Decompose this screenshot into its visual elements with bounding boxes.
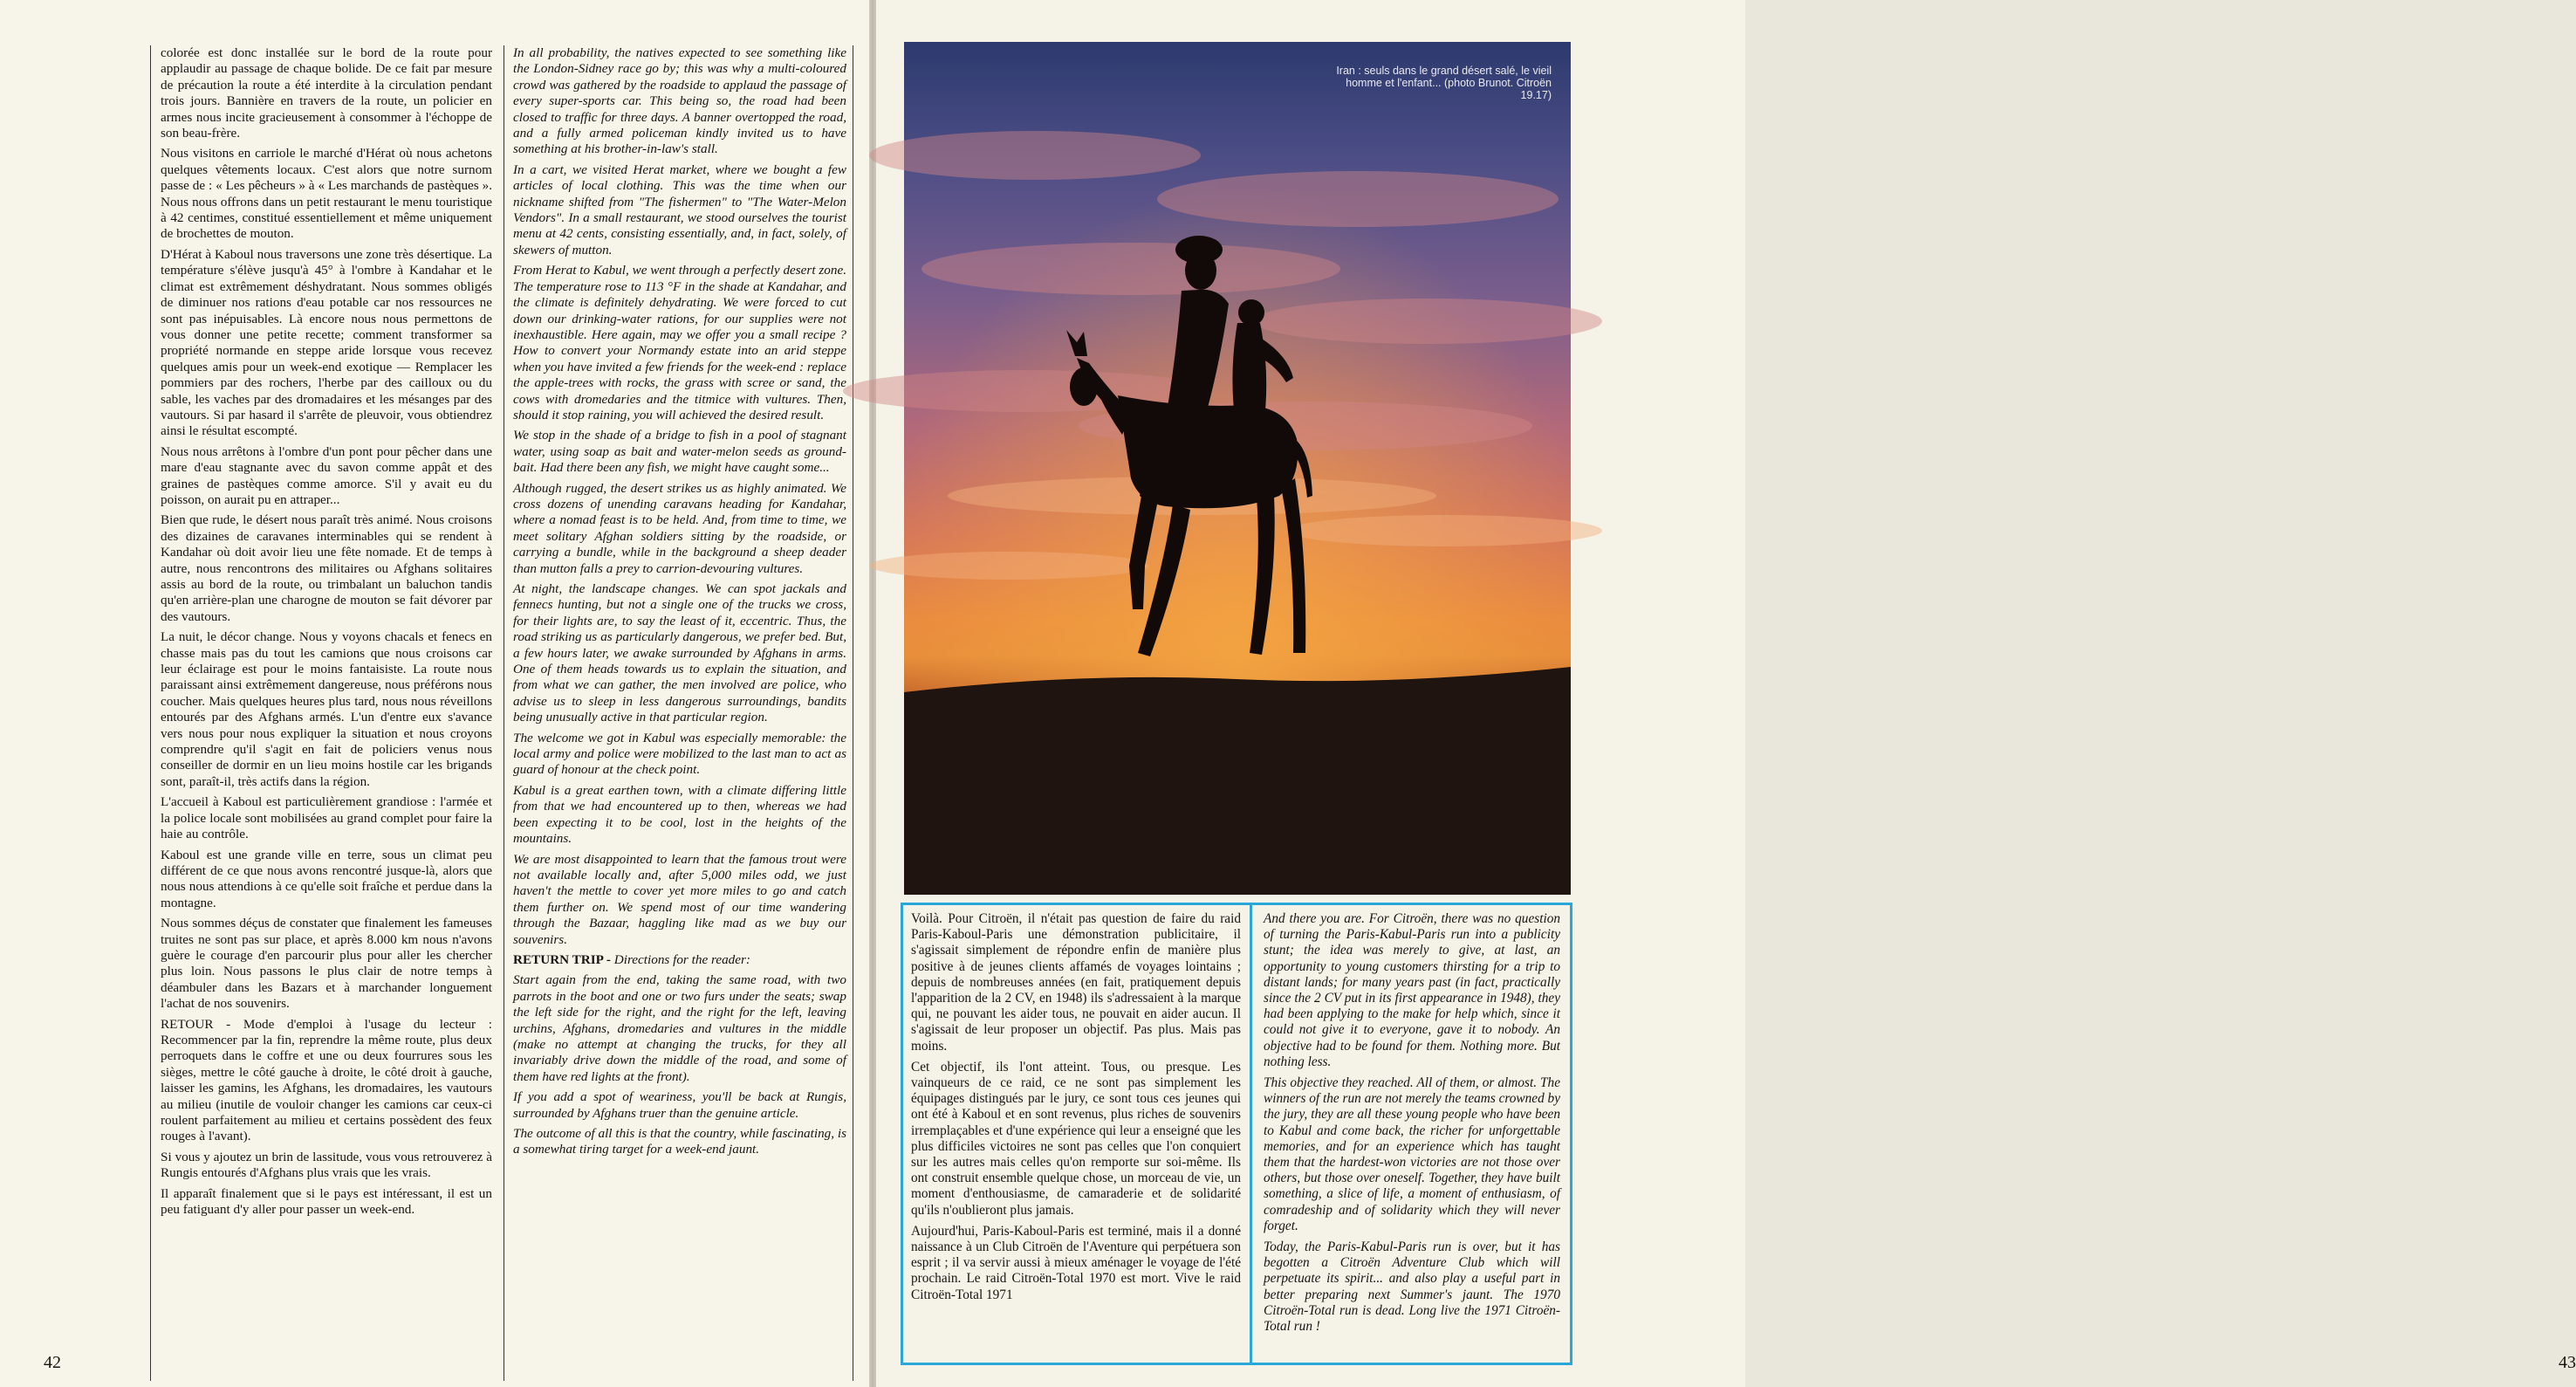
paragraph: The welcome we got in Kabul was especially memorable: the local army and police were mobilized to the last man to act as guard of honour at the check point. <box>513 730 846 778</box>
paragraph: RETOUR - Mode d'emploi à l'usage du lecteur : Recommencer par la fin, reprendre la même route, plus deux perroquets dans le coffre et une ou deux fourrures sous les sièges, mettre le côté gauche à droite, le côté droit à gauche, laisser les gamins, les Afghans, les dromadaires, les vautours au milieu (inutile de vouloir changer les camions car ceux-ci roulent parfaitement au milieu et certains possèdent des feux rouges à l'avant). <box>161 1016 492 1144</box>
sunset-donkey-photo <box>904 42 1571 895</box>
paragraph: Although rugged, the desert strikes us as highly animated. We cross dozens of unending caravans heading for Kandahar, where a nomad feast is to be held. And, from time to time, we meet solitary Afghan soldiers sitting by the roadside, or carrying a bundle, while in the background a sheep deader than mutton falls a prey to carrion-devouring vultures. <box>513 480 846 576</box>
summary-box-divider <box>1250 903 1252 1365</box>
paragraph: La nuit, le décor change. Nous y voyons chacals et fenecs en chasse mais pas du tout les camions que nous croisons car leur éclairage est pour le moins fantaisiste. La route nous paraissant ainsi extrêmement dangereuse, nous préférons nous coucher. Mais quelques heures plus tard, nous nous réveillons entourés par des Afghans armés. L'un d'entre eux s'avance vers nous pour nous expliquer la situation et nous croyons comprendre qu'il s'agit en fait de policiers venus nous conseiller de dormir en un lieu moins hostile car les brigands sont, paraît-il, très actifs dans la région. <box>161 629 492 789</box>
book-gutter <box>869 0 876 1387</box>
photo-illustration <box>904 42 1571 895</box>
paragraph: From Herat to Kabul, we went through a perfectly desert zone. The temperature rose to 113 °F in the shade at Kandahar, and the climate is definitely dehydrating. We were forced to cut down our drinking-water rations, for our supplies were not inexhaustible. Here again, may we offer you a small recipe ? How to convert your Normandy estate into an arid steppe when you have invited a few friends for the week-end : replace the apple-trees with rocks, the grass with scree or sand, the cows with dromedaries and the titmice with vultures. Then, should it stop raining, you will achieved the desired result. <box>513 263 846 422</box>
page-number-right: 43 <box>2559 1353 2576 1372</box>
summary-french-column <box>911 911 1241 1361</box>
page-number-left: 42 <box>44 1353 61 1372</box>
desert-horizon <box>904 667 1571 895</box>
paragraph: Nous sommes déçus de constater que finalement les fameuses truites ne sont pas sur place, et après 8.000 km nous n'avons guère le courage d'en parcourir plus pour aller les chercher plus loin. Nous passons le plus clair de notre temps à déambuler dans les Bazars et à marchander longuement l'achat de nos souvenirs. <box>161 916 492 1012</box>
paragraph: In a cart, we visited Herat market, where we bought a few articles of local clothing. This was the time when our nickname shifted from "The fishermen" to "The Water-Melon Vendors". In a small restaurant, we stood ourselves the tourist menu at 42 cents, consisting essentially, and, in fact, solely, of skewers of mutton. <box>513 161 846 257</box>
paragraph: D'Hérat à Kaboul nous traversons une zone très désertique. La température s'élève jusqu'à 45° à l'ombre à Kandahar et le climat est extrêmement déshydratant. Nous sommes obligés de diminuer nos rations d'eau potable car nos ressources ne sont pas inépuisables. Là encore nous nous permettons de vous donner une petite recette; comment transformer sa propriété normande en steppe aride lorsque vous recevez quelques amis pour un week-end exotique — Remplacer les pommiers par des rochers, l'herbe par des cailloux ou du sable, les vaches par des dromadaires et les mésanges par des vautours. Si par hasard il s'arrête de pleuvoir, vous obtiendrez ainsi le résultat escompté. <box>161 246 492 439</box>
paragraph: Bien que rude, le désert nous paraît très animé. Nous croisons des dizaines de caravanes interminables qui se rendent à Kandahar où doit avoir lieu une fête nomade. Et de temps à autre, nous rencontrons des militaires ou Afghans solitaires assis au bord de la route, ou trimbalant un baluchon tandis qu'en arrière-plan une charogne de mouton se fait dévorer par des vautours. <box>161 512 492 624</box>
paragraph: In all probability, the natives expected to see something like the London-Sidney race go by; this was why a multi-coloured crowd was gathered by the roadside to applaud the passage of every super-sports car. This being so, the road had been closed to traffic for three days. A banner overtopped the road, and a fully armed policeman kindly invited us to have something at his brother-in-law's stall. <box>513 45 846 157</box>
paragraph: Si vous y ajoutez un brin de lassitude, vous vous retrouverez à Rungis entourés d'Afghans plus vrais que les vrais. <box>161 1149 492 1181</box>
paragraph: We are most disappointed to learn that the famous trout were not available locally and, after 5,000 miles odd, we just haven't the mettle to cover yet more miles to go and catch them further on. We spend most of our time wandering through the Bazaar, haggling like mad as we buy our souvenirs. <box>513 851 846 947</box>
paragraph: And there you are. For Citroën, there was no question of turning the Paris-Kabul-Paris run into a publicity stunt; the idea was merely to give, at last, an opportunity to young customers thirsting for a trip to distant lands; for many years past (in fact, practically since the 2 CV put in its first appearance in 1948), they had been applying to the make for help which, since it could not give it to everyone, gave it to nobody. An objective had to be found for them. Nothing more. But nothing less. <box>1264 911 1560 1069</box>
paragraph: Aujourd'hui, Paris-Kaboul-Paris est terminé, mais il a donné naissance à un Club Citroën de l'Aventure qui perpétuera son esprit ; il va servir aussi à mieux aménager le voyage de l'été prochain. Le raid Citroën-Total 1970 est mort. Vive le raid Citroën-Total 1971 <box>911 1223 1241 1302</box>
paragraph: We stop in the shade of a bridge to fish in a pool of stagnant water, using soap as bait and water-melon seeds as ground-bait. Had there been any fish, we might have caught some... <box>513 428 846 476</box>
return-trip-paragraph <box>513 952 846 968</box>
paragraph: The outcome of all this is that the country, while fascinating, is a somewhat tiring target for a week-end jaunt. <box>513 1126 846 1157</box>
paragraph: This objective they reached. All of them, or almost. The winners of the run are not merely the teams crowned by the jury, they are all these young people who have been to Kabul and come back, the richer for unforgettable memories, and for an experience which has taught them that the hardest-won victories are not those over others, but those over oneself. Together, they have built something, a slice of life, a moment of enthusiasm, of comradeship and of solidarity which they will never forget. <box>1264 1075 1560 1233</box>
left-page <box>0 0 869 1387</box>
paragraph: Kaboul est une grande ville en terre, sous un climat peu différent de ce que nous avons rencontré jusque-là, alors que nous nous attendions à ce qu'elle soit fraîche et perdue dans la montagne. <box>161 847 492 910</box>
paragraph: Nous visitons en carriole le marché d'Hérat où nous achetons quelques vêtements locaux. C'est alors que notre surnom passe de : « Les pêcheurs » à « Les marchands de pastèques ». Nous nous offrons dans un petit restaurant le menu touristique à 42 centimes, constitué essentiellement et même uniquement de brochettes de mouton. <box>161 146 492 242</box>
paragraph: Today, the Paris-Kabul-Paris run is over, but it has begotten a Citroën Adventure Club which will perpetuate its spirit... and also play a useful part in better preparing next Summer's jaunt. The 1970 Citroën-Total run is dead. Long live the 1971 Citroën-Total run ! <box>1264 1239 1560 1335</box>
return-trip-heading: RETURN TRIP - <box>513 951 611 967</box>
paragraph: Kabul is a great earthen town, with a climate differing little from that we had encountered up to then, whereas we had been expecting it to be cool, lost in the heights of the mountains. <box>513 782 846 847</box>
paragraph: Il apparaît finalement que si le pays est intéressant, il est un peu fatiguant d'y aller pour passer un week-end. <box>161 1185 492 1218</box>
summary-english-column <box>1264 911 1560 1361</box>
return-trip-intro: Directions for the reader: <box>613 951 750 967</box>
paragraph: colorée est donc installée sur le bord de la route pour applaudir au passage de chaque bolide. De ce fait par mesure de précaution la route a été interdite à la circulation pendant trois jours. Bannière en travers de la route, un policier en armes nous incite gracieusement à consommer à l'échoppe de son beau-frère. <box>161 45 492 141</box>
paragraph: At night, the landscape changes. We can spot jackals and fennecs hunting, but not a single one of the trucks we cross, for their lights are, to say the least of it, eccentric. Thus, the road striking us as particularly dangerous, we prefer bed. But, a few hours later, we awake surrounded by Afghans in arms. One of them heads towards us to explain the situation, and from what we can gather, the men involved are police, who advise us to sleep in less dangerous surroundings, bandits being unusually active in that particular region. <box>513 581 846 725</box>
paragraph: Voilà. Pour Citroën, il n'était pas question de faire du raid Paris-Kaboul-Paris une démonstration publicitaire, il s'agissait simplement de répondre enfin de manière plus positive à de jeunes clients affamés de voyages lointains ; depuis de nombreuses années (en fait, pratiquement depuis l'apparition de la 2 CV, en 1948) ils s'adressaient à la marque qui, ne pouvant les aider tous, ne pouvait en aider aucun. Il s'agissait de leur proposer un objectif. Pas plus. Mais pas moins. <box>911 911 1241 1054</box>
french-column <box>161 45 492 1381</box>
paragraph: If you add a spot of weariness, you'll be back at Rungis, surrounded by Afghans truer than the genuine article. <box>513 1089 846 1121</box>
paragraph: Nous nous arrêtons à l'ombre d'un pont pour pêcher dans une mare d'eau stagnante avec du savon comme appât et des graines de pastèques comme amorce. S'il y avait eu du poisson, on aurait pu en attraper... <box>161 443 492 507</box>
paragraph: L'accueil à Kaboul est particulièrement grandiose : l'armée et la police locale sont mobilisées au grand complet pour faire la haie au contrôle. <box>161 794 492 842</box>
paragraph: Cet objectif, ils l'ont atteint. Tous, ou presque. Les vainqueurs de ce raid, ce ne sont pas simplement les équipages distingués par le jury, ce sont tous ces jeunes qui ont été à Kaboul et en sont revenus, plus riches de souvenirs irremplaçables et d'une expérience qui leur a enseigné que les plus difficiles victoires ne sont pas celles que l'on conquiert sur les autres mais celles qu'on remporte sur soi-même. Ils ont construit ensemble quelque chose, un morceau de vie, un moment d'enthousiasme, de camaraderie et de solidarité qu'ils n'oublieront plus jamais. <box>911 1059 1241 1218</box>
english-column <box>513 45 846 1381</box>
column-rule-left <box>150 45 151 1381</box>
photo-caption: Iran : seuls dans le grand désert salé, le vieil homme et l'enfant... (photo Brunot. Citroën 19.17) <box>1336 65 1552 101</box>
paragraph: Start again from the end, taking the same road, with two parrots in the boot and one or two furs under the seats; swap the left side for the right, and the right for the left, leaving urchins, Afghans, dromedaries and vultures in the middle (make no attempt at changing the trucks, for they all invariably drive down the middle of the road, and some of them have red lights at the front). <box>513 972 846 1084</box>
